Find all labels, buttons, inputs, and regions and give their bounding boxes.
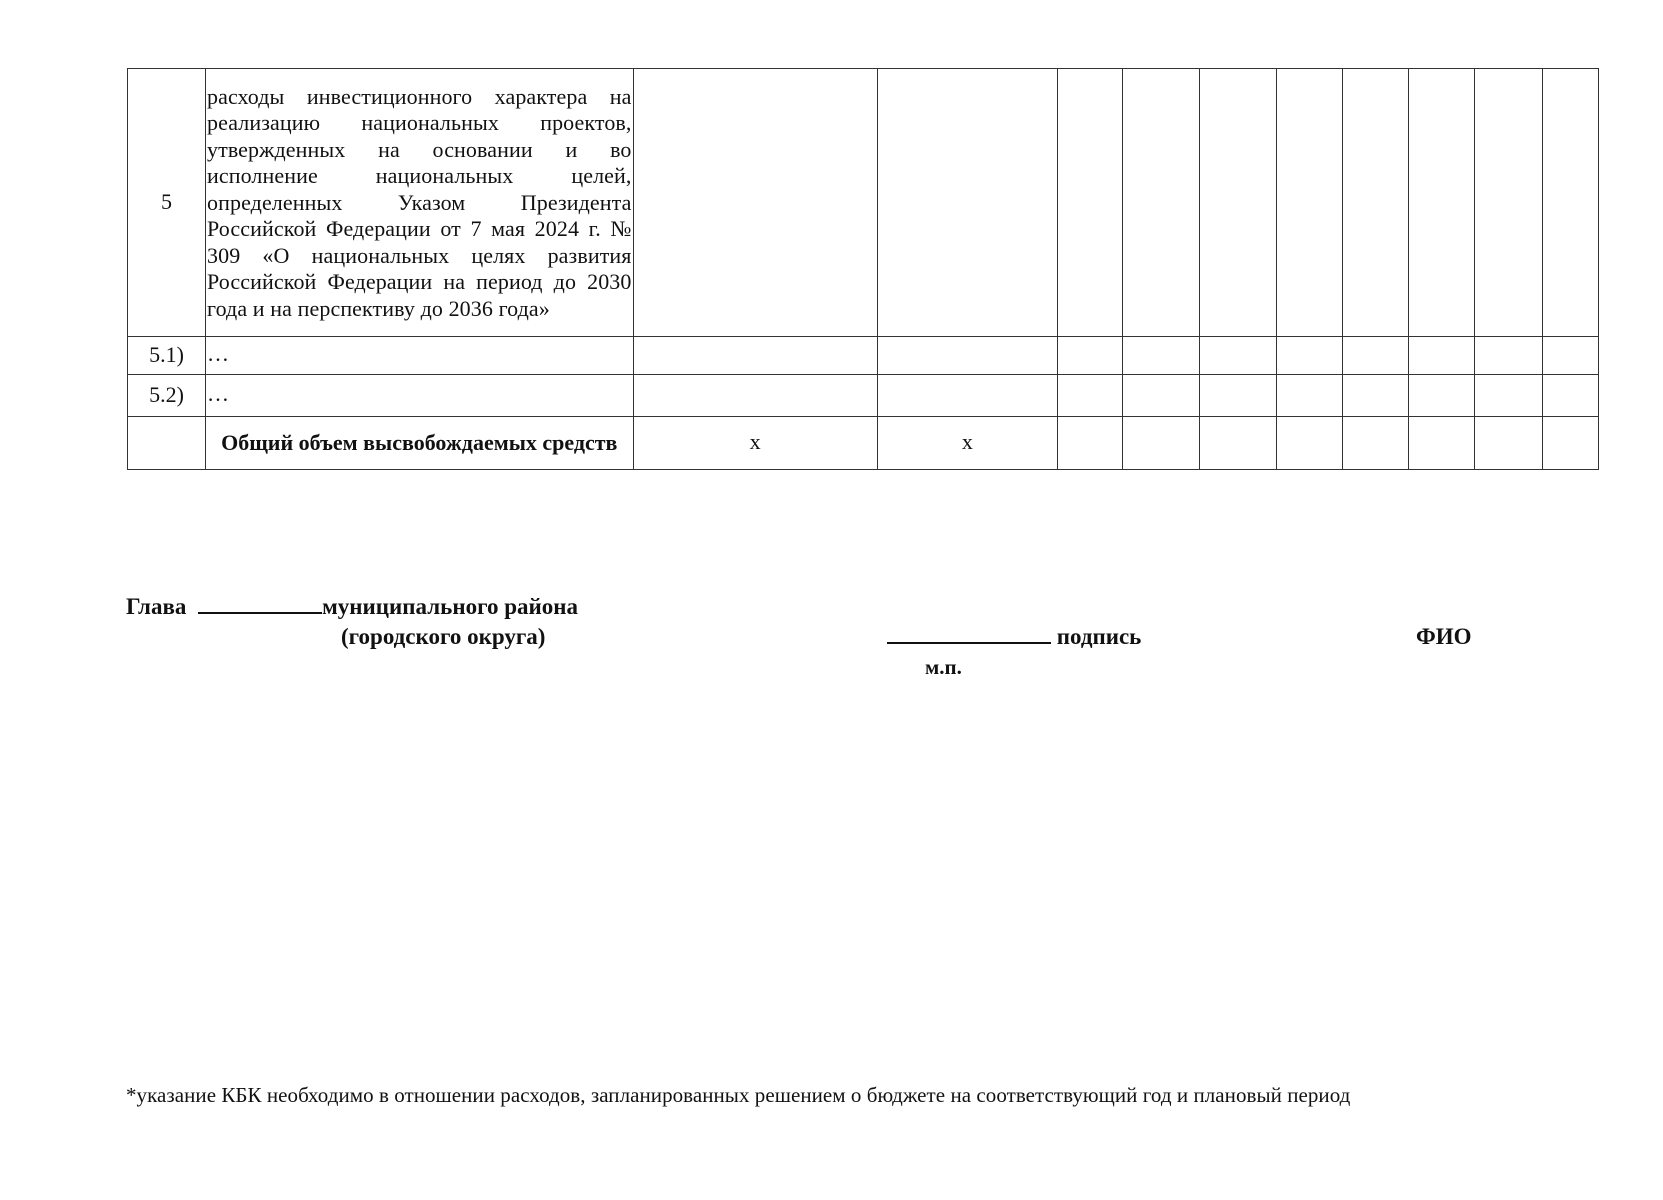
table-cell bbox=[1057, 375, 1122, 417]
table-cell bbox=[1057, 417, 1122, 470]
table-cell bbox=[633, 375, 877, 417]
footnote: *указание КБК необходимо в отношении расходов, запланированных решением о бюджете на соответствующий год и плановый период bbox=[126, 1083, 1351, 1107]
table-cell bbox=[1475, 375, 1543, 417]
table-row bbox=[128, 337, 1599, 375]
table-row bbox=[128, 375, 1599, 417]
row-description: … bbox=[206, 337, 634, 375]
table-cell bbox=[1543, 337, 1599, 375]
name-label: ФИО bbox=[1416, 624, 1472, 649]
table-cell bbox=[877, 337, 1057, 375]
table-cell bbox=[1276, 69, 1342, 337]
row-description: … bbox=[206, 375, 634, 417]
table-cell bbox=[877, 375, 1057, 417]
table-cell bbox=[1057, 337, 1122, 375]
table-cell bbox=[1057, 69, 1122, 337]
table-cell bbox=[1409, 375, 1475, 417]
table-cell bbox=[1122, 417, 1199, 470]
table-cell bbox=[877, 69, 1057, 337]
total-cell-x: х bbox=[877, 417, 1057, 470]
table-cell bbox=[1409, 337, 1475, 375]
table-cell bbox=[1475, 417, 1543, 470]
table-cell bbox=[1199, 417, 1276, 470]
head-subtitle: (городского округа) bbox=[341, 624, 546, 649]
signature-line bbox=[887, 624, 1141, 650]
head-prefix: Глава bbox=[126, 594, 187, 619]
total-label: Общий объем высвобождаемых средств bbox=[206, 417, 634, 470]
head-title-line bbox=[126, 594, 578, 620]
table-cell bbox=[1342, 69, 1409, 337]
total-cell-x: х bbox=[633, 417, 877, 470]
signature-label: подпись bbox=[1056, 624, 1142, 649]
table-cell bbox=[633, 337, 877, 375]
table-row-total bbox=[128, 417, 1599, 470]
table-cell bbox=[1475, 337, 1543, 375]
table-cell bbox=[1409, 417, 1475, 470]
table-cell bbox=[1543, 375, 1599, 417]
table-row bbox=[128, 69, 1599, 337]
row-number: 5 bbox=[128, 69, 206, 337]
table-cell bbox=[1276, 337, 1342, 375]
table-cell bbox=[1122, 69, 1199, 337]
table-cell bbox=[1199, 375, 1276, 417]
table-cell bbox=[1543, 417, 1599, 470]
table-cell bbox=[1199, 69, 1276, 337]
table-cell bbox=[1276, 417, 1342, 470]
table-cell bbox=[1342, 375, 1409, 417]
table-cell bbox=[633, 69, 877, 337]
blank-line bbox=[198, 612, 322, 614]
table-cell bbox=[128, 417, 206, 470]
stamp-label: м.п. bbox=[925, 655, 962, 679]
table-cell bbox=[1409, 69, 1475, 337]
head-suffix: муниципального района bbox=[322, 594, 578, 619]
table-cell bbox=[1543, 69, 1599, 337]
table-cell bbox=[1342, 337, 1409, 375]
table-cell bbox=[1122, 375, 1199, 417]
row-description: расходы инвестиционного характера на реализацию национальных проектов, утвержденных на основании и во исполнение национальных целей, определенных Указом Президента Российской Федерации от 7 мая 2024 г. № 309 «О национальных целях развития Российской Федерации на период до 2030 года и на перспективу до 2036 года» bbox=[206, 69, 634, 337]
table-cell bbox=[1199, 337, 1276, 375]
row-number: 5.2) bbox=[128, 375, 206, 417]
budget-table bbox=[127, 68, 1599, 470]
table-cell bbox=[1122, 337, 1199, 375]
table-cell bbox=[1342, 417, 1409, 470]
signature-blank bbox=[887, 642, 1051, 644]
table-cell bbox=[1475, 69, 1543, 337]
table-cell bbox=[1276, 375, 1342, 417]
row-number: 5.1) bbox=[128, 337, 206, 375]
